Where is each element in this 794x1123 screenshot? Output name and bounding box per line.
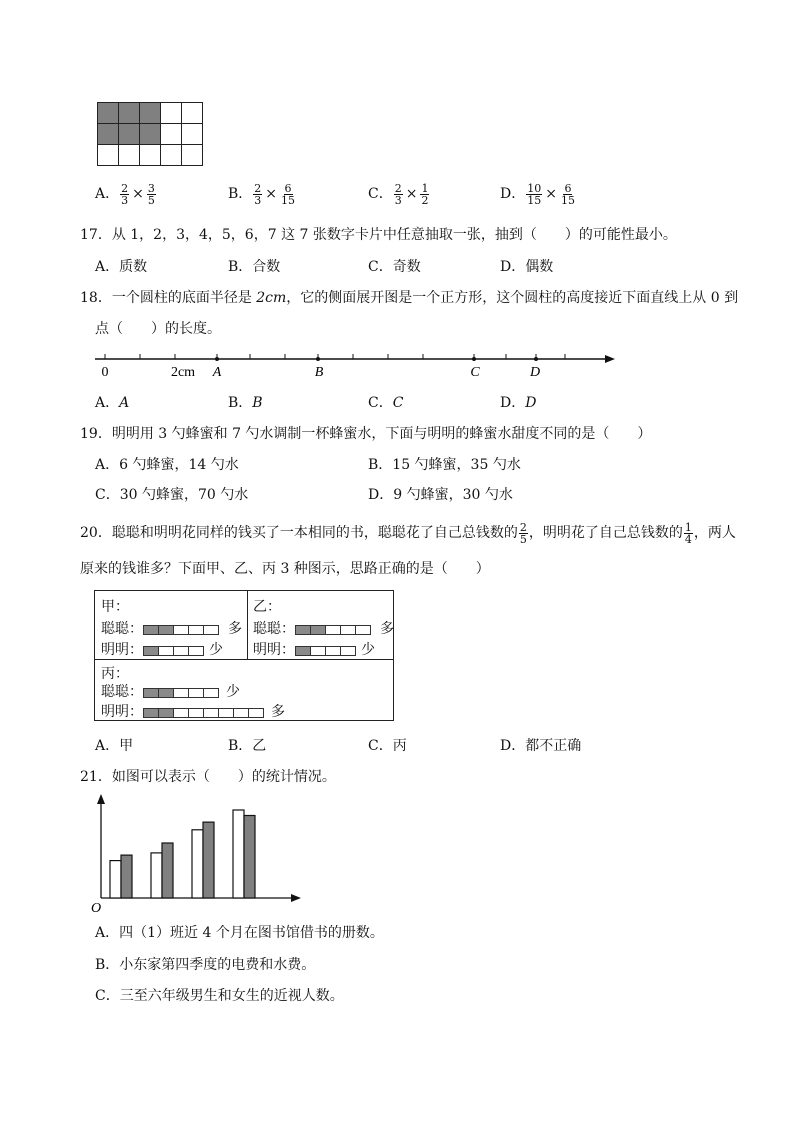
- label-a: A: [212, 365, 222, 380]
- y-axis-arrow: [97, 794, 105, 804]
- times-sign: ×: [405, 186, 418, 202]
- number-line: [85, 345, 625, 385]
- bar-segment-filled: [143, 708, 159, 718]
- bar-segment-filled: [158, 625, 174, 635]
- yi-row1: [253, 618, 394, 638]
- bar-segment: [233, 708, 249, 718]
- times-sign: ×: [132, 186, 144, 202]
- fraction: $\frac{6}{15}$: [281, 181, 296, 207]
- yi-row2-bar: [295, 646, 355, 655]
- q21-option-a[interactable]: A．四（1）班近 4 个月在图书馆借书的册数。: [95, 925, 384, 941]
- yi-row2: [253, 639, 375, 659]
- bar-segment: [325, 625, 341, 635]
- q20-option-b[interactable]: B．乙: [228, 738, 267, 754]
- q17-stem: 17．从 1，2，3，4，5，6，7 这 7 张数字卡片中任意抽取一张，抽到（ ）的可能性最小。: [80, 227, 677, 243]
- bing-row2-word: 多: [271, 704, 285, 720]
- bar-segment-filled: [295, 646, 311, 656]
- jia-row1-bar: [143, 625, 218, 634]
- point-b-dot: [316, 357, 320, 361]
- bar-segment-filled: [143, 688, 159, 698]
- q16-option-a[interactable]: [95, 181, 157, 207]
- bar-segment: [203, 688, 219, 698]
- grid-cell: [98, 145, 119, 166]
- q18-stem-part1: 18．一个圆柱的底面半径是: [80, 290, 257, 306]
- option-letter: B．: [228, 186, 253, 202]
- grid-cell-shaded: [119, 124, 140, 145]
- label-2cm: 2cm: [170, 365, 196, 380]
- q19-stem: 19．明明用 3 勺蜂蜜和 7 勺水调制一杯蜂蜜水，下面与明明的蜂蜜水甜度不同的是（ ）: [80, 426, 652, 442]
- bar-segment: [158, 646, 174, 656]
- chart-bars: [110, 810, 255, 898]
- grid-cell-shaded: [98, 103, 119, 124]
- yi-row1-word: 多: [380, 621, 394, 637]
- yi-row1-bar: [295, 625, 370, 634]
- fraction: $\frac{1}{2}$: [421, 181, 429, 207]
- grid-cell-shaded: [119, 103, 140, 124]
- bar-segment: [310, 646, 326, 656]
- q17-option-a[interactable]: A．质数: [95, 259, 148, 275]
- bar-segment-filled: [310, 625, 326, 635]
- grid-cell: [161, 145, 182, 166]
- bar-segment: [248, 708, 264, 718]
- q21-bar-chart: [88, 792, 308, 917]
- q18-option-a[interactable]: [95, 394, 129, 412]
- q21-option-c[interactable]: C．三至六年级男生和女生的近视人数。: [95, 988, 344, 1004]
- bar-segment-filled: [143, 625, 159, 635]
- q18-option-b-value: B: [252, 395, 263, 411]
- bing-row1-word: 少: [226, 684, 240, 700]
- bar-segment-filled: [143, 646, 159, 656]
- label-b: B: [314, 365, 324, 380]
- fraction: $\frac{2}{3}$: [121, 181, 129, 207]
- grid-cell: [161, 103, 182, 124]
- bar-segment: [188, 625, 204, 635]
- fraction-grid: [97, 102, 203, 166]
- bar-segment: [173, 688, 189, 698]
- bing-row2-label: 明明：: [101, 704, 143, 720]
- bar-segment-filled: [158, 688, 174, 698]
- q16-option-c[interactable]: [368, 181, 430, 207]
- jia-row2-word: 少: [209, 642, 223, 658]
- q16-option-d[interactable]: [500, 181, 577, 207]
- option-letter: D．: [500, 186, 526, 202]
- fraction: $\frac{2}{3}$: [394, 181, 402, 207]
- q18-option-b-letter: B．: [228, 395, 253, 411]
- fraction: $\frac{6}{15}$: [560, 181, 575, 207]
- grid-cell: [182, 145, 203, 166]
- q20-option-c[interactable]: C．丙: [368, 738, 407, 754]
- bar-segment: [188, 688, 204, 698]
- bing-row1-bar: [143, 688, 218, 697]
- bar-segment: [340, 646, 356, 656]
- grid-cell-shaded: [140, 103, 161, 124]
- bar-white: [110, 861, 121, 898]
- bar-segment: [173, 708, 189, 718]
- q18-stem-line2: 点（ ）的长度。: [95, 321, 221, 337]
- grid-cell: [182, 124, 203, 145]
- bing-row1-label: 聪聪：: [101, 684, 143, 700]
- jia-row2-bar: [143, 646, 203, 655]
- label-0: 0: [101, 365, 109, 380]
- grid-row: [98, 124, 203, 145]
- q20-stem-c: ，两人: [693, 525, 736, 541]
- q18-option-d[interactable]: [500, 394, 536, 412]
- bar-white: [192, 830, 203, 898]
- bar-gray: [203, 822, 214, 898]
- q17-option-d[interactable]: D．偶数: [500, 259, 554, 275]
- q18-option-c[interactable]: [368, 394, 403, 412]
- bar-gray: [244, 816, 255, 899]
- yi-row1-label: 聪聪：: [253, 621, 295, 637]
- bar-white: [233, 810, 244, 898]
- q19-option-a[interactable]: A．6 勺蜂蜜，14 勺水: [95, 457, 239, 473]
- bar-segment-filled: [295, 625, 311, 635]
- x-axis-arrow: [291, 894, 301, 902]
- q21-stem: 21．如图可以表示（ ）的统计情况。: [80, 769, 336, 785]
- bar-segment: [355, 625, 371, 635]
- bar-segment: [173, 625, 189, 635]
- q19-option-b[interactable]: B．15 勺蜂蜜，35 勺水: [368, 457, 521, 473]
- grid-row: [98, 145, 203, 166]
- jia-row1: [101, 618, 242, 638]
- origin-label: O: [91, 901, 102, 916]
- bar-segment: [173, 646, 189, 656]
- q20-stem-b: ，明明花了自己总钱数的: [528, 525, 683, 541]
- jia-title: 甲：: [101, 599, 129, 615]
- q18-option-c-value: C: [392, 395, 404, 411]
- grid-cell: [140, 145, 161, 166]
- q21-option-b[interactable]: B．小东家第四季度的电费和水费。: [95, 957, 316, 973]
- bar-segment: [325, 646, 341, 656]
- q18-option-b[interactable]: [228, 394, 263, 412]
- jia-row1-label: 聪聪：: [101, 621, 143, 637]
- bar-segment: [340, 625, 356, 635]
- fraction-two-fifths: $\frac{2}{5}$: [519, 520, 527, 546]
- grid-row: [98, 103, 203, 124]
- bar-gray: [121, 855, 132, 898]
- times-sign: ×: [545, 186, 557, 202]
- bing-row2: [101, 701, 285, 721]
- yi-title: 乙：: [253, 599, 281, 615]
- q18-option-c-letter: C．: [368, 395, 393, 411]
- q17-option-c[interactable]: C．奇数: [368, 259, 421, 275]
- jia-row1-word: 多: [228, 621, 242, 637]
- q18-option-a-value: A: [119, 395, 130, 411]
- jia-row2-label: 明明：: [101, 642, 143, 658]
- bar-white: [151, 853, 162, 898]
- q18-option-d-value: D: [525, 395, 537, 411]
- q19-option-d[interactable]: D．9 勺蜂蜜，30 勺水: [368, 487, 513, 503]
- times-sign: ×: [265, 186, 278, 202]
- q18-unit: 2cm: [256, 290, 287, 306]
- bar-segment: [188, 646, 204, 656]
- label-c: C: [470, 365, 480, 380]
- yi-row2-word: 少: [361, 642, 375, 658]
- q20-option-d[interactable]: D．都不正确: [500, 738, 582, 754]
- bar-segment: [203, 708, 219, 718]
- q20-diagram: [94, 590, 394, 721]
- point-c-dot: [472, 357, 476, 361]
- label-d: D: [529, 365, 541, 380]
- q20-stem-line2: 原来的钱谁多？下面甲、乙、丙 3 种图示，思路正确的是（ ）: [80, 561, 490, 577]
- point-d-dot: [534, 357, 538, 361]
- option-letter: A．: [95, 186, 120, 202]
- q20-stem-line1: [80, 519, 736, 547]
- bing-row1: [101, 681, 240, 701]
- q18-option-a-letter: A．: [95, 395, 120, 411]
- bar-segment-filled: [158, 708, 174, 718]
- q20-stem-a: 20．聪聪和明明花同样的钱买了一本相同的书，聪聪花了自己总钱数的: [80, 525, 518, 541]
- grid-cell-shaded: [98, 124, 119, 145]
- q19-option-c[interactable]: C．30 勺蜂蜜，70 勺水: [95, 487, 249, 503]
- grid-cell: [182, 103, 203, 124]
- q16-option-b[interactable]: [228, 181, 297, 207]
- q18-stem-line1: [80, 289, 738, 307]
- bing-row2-bar: [143, 708, 263, 717]
- grid-cell: [119, 145, 140, 166]
- fraction-one-quarter: $\frac{1}{4}$: [684, 520, 692, 546]
- bar-segment: [203, 625, 219, 635]
- fraction: $\frac{3}{5}$: [147, 181, 155, 207]
- q18-stem-part2: ，它的侧面展开图是一个正方形，这个圆柱的高度接近下面直线上从 0 到: [286, 290, 739, 306]
- jia-row2: [101, 639, 223, 659]
- bar-segment: [218, 708, 234, 718]
- option-letter: C．: [368, 186, 393, 202]
- yi-row2-label: 明明：: [253, 642, 295, 658]
- q20-option-a[interactable]: A．甲: [95, 738, 134, 754]
- number-line-arrow: [605, 355, 615, 363]
- fraction: $\frac{2}{3}$: [254, 181, 262, 207]
- fraction: $\frac{10}{15}$: [527, 181, 542, 207]
- q17-option-b[interactable]: B．合数: [228, 259, 281, 275]
- q18-option-d-letter: D．: [500, 395, 526, 411]
- point-a-dot: [215, 357, 219, 361]
- grid-cell: [161, 124, 182, 145]
- bing-title: 丙：: [101, 666, 129, 682]
- bar-segment: [188, 708, 204, 718]
- bar-gray: [162, 843, 173, 898]
- grid-cell-shaded: [140, 124, 161, 145]
